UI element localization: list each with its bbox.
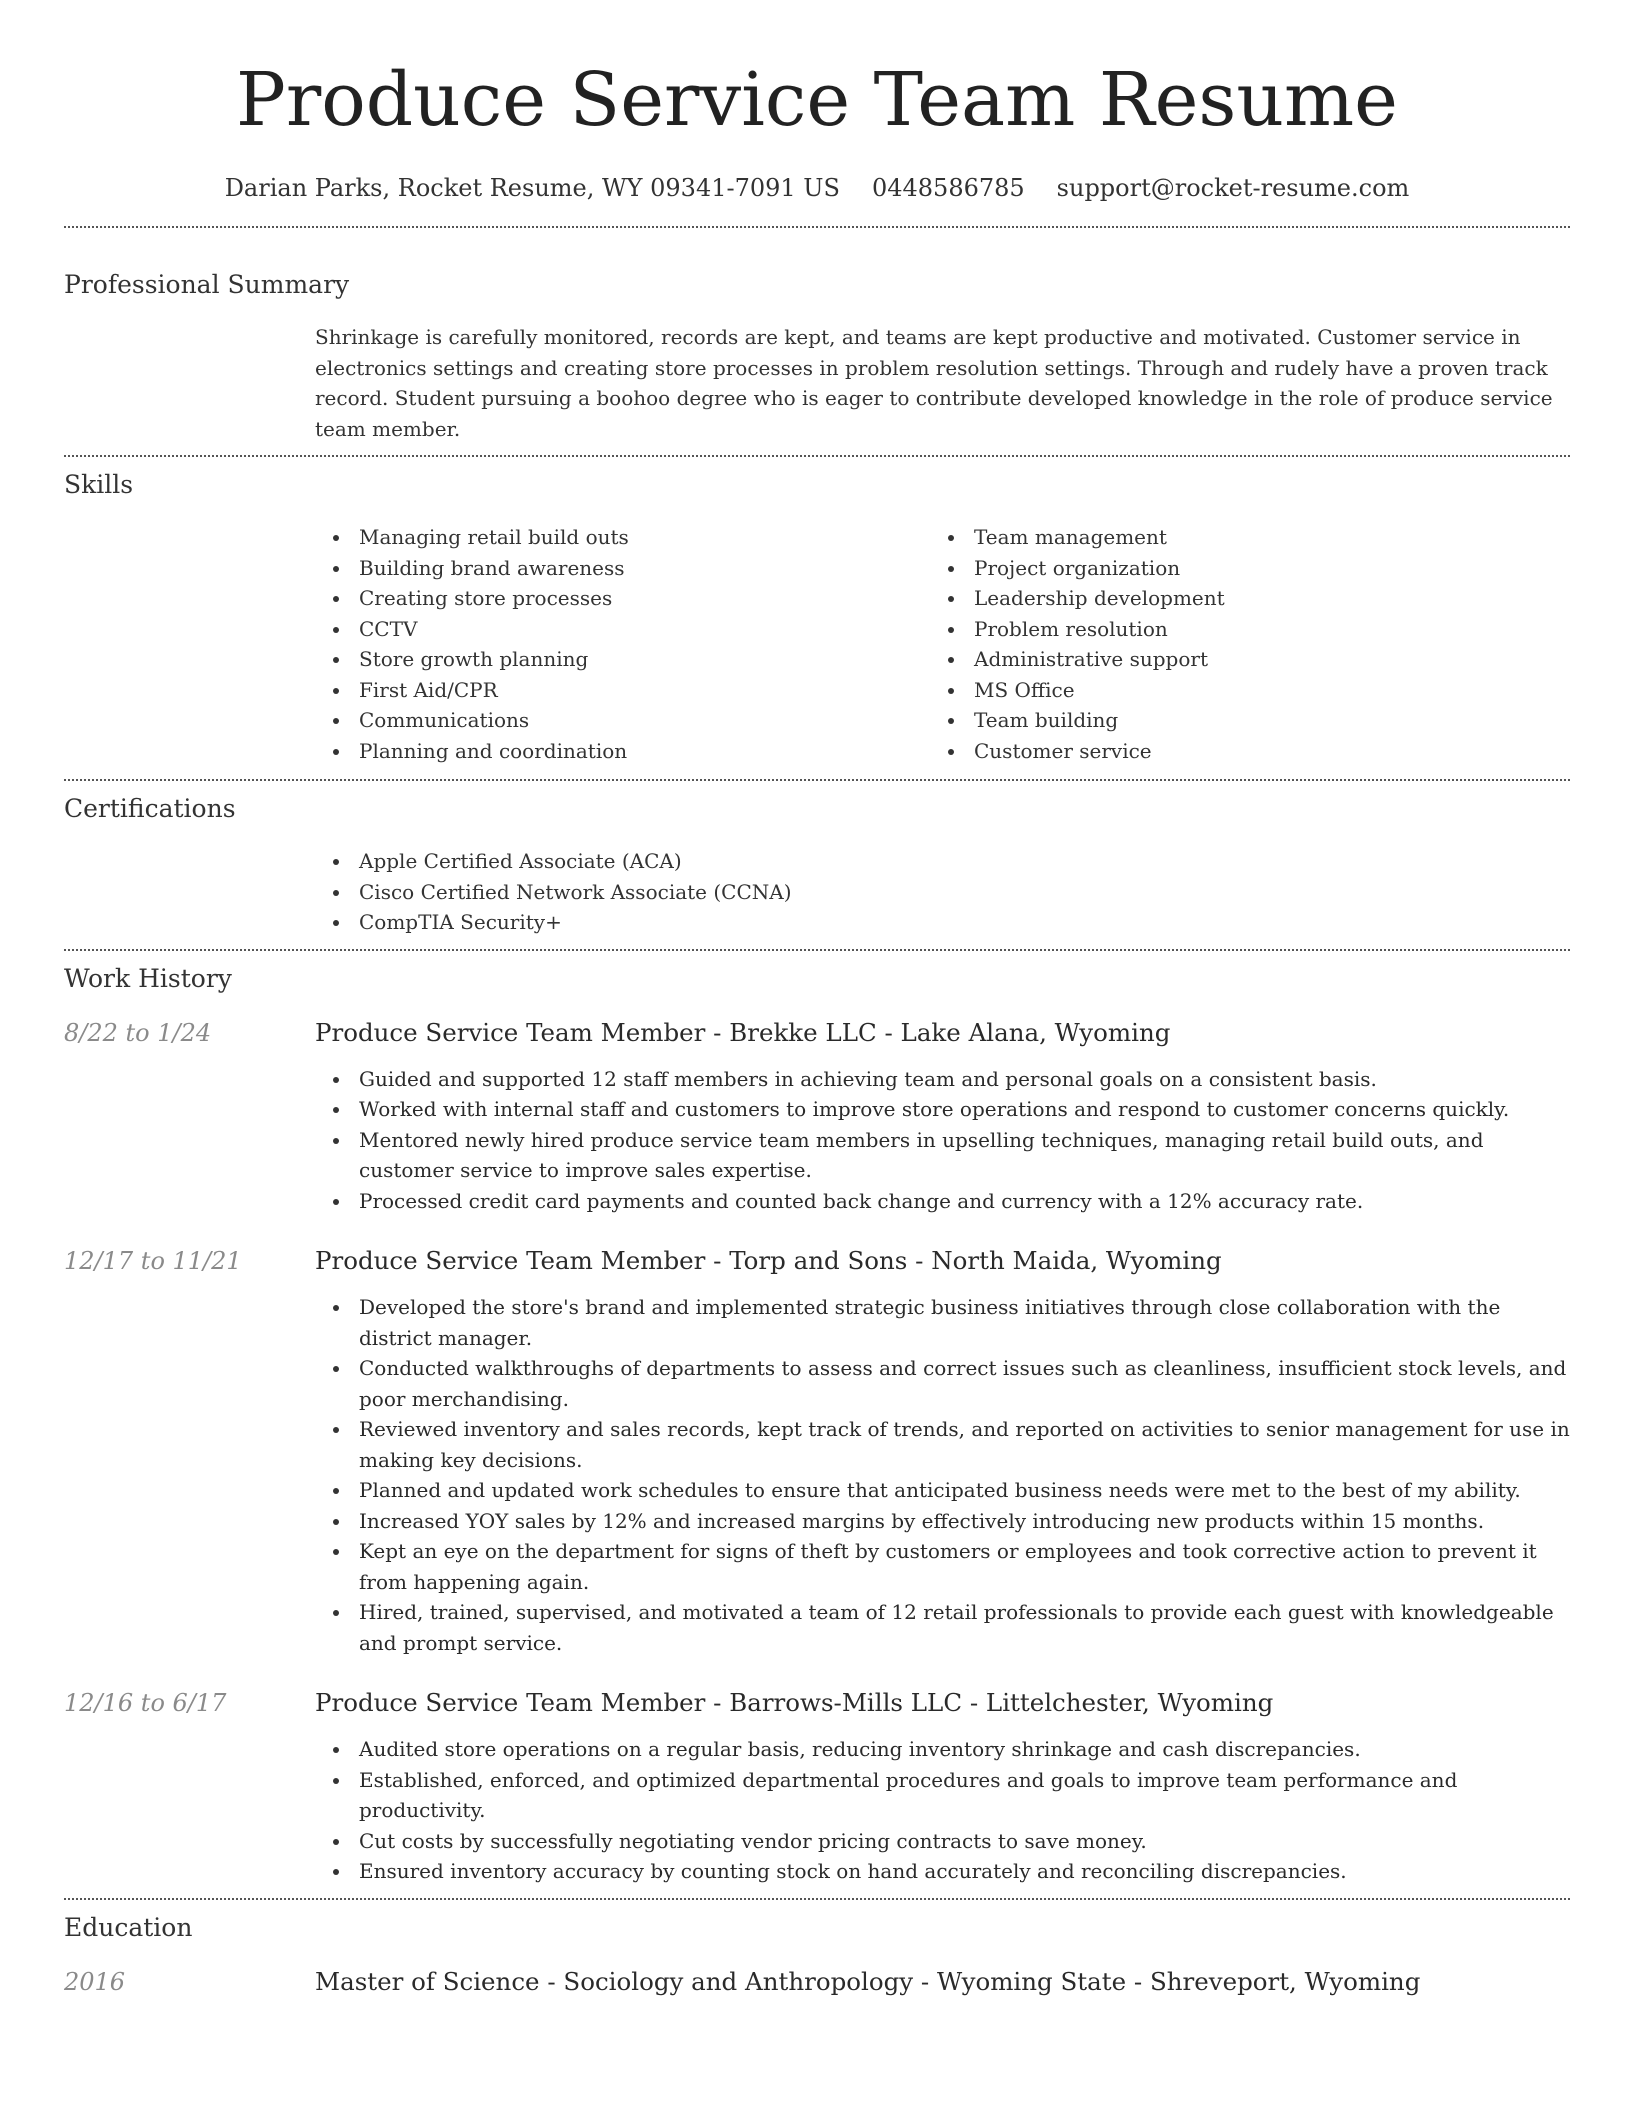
skill-item: Creating store processes (315, 583, 930, 614)
section-skills (64, 468, 1570, 766)
job-bullet: Mentored newly hired produce service team members in upselling techniques, managing retail build outs, and customer service to improve sales expertise. (315, 1125, 1570, 1186)
summary-divider (64, 455, 1570, 457)
education-year: 2016 (64, 1967, 126, 1996)
contact-email[interactable]: support@rocket-resume.com (1056, 174, 1410, 202)
section-work-history (64, 962, 1570, 1887)
job-bullet: Audited store operations on a regular basis, reducing inventory shrinkage and cash discrepancies. (315, 1734, 1570, 1765)
skills-grid (315, 522, 1570, 766)
job-bullets (315, 1292, 1570, 1658)
certifications-list (315, 846, 1570, 938)
section-education (64, 1911, 1570, 1999)
skill-item: Administrative support (930, 644, 1545, 675)
certification-item: CompTIA Security+ (315, 907, 1570, 938)
job-entry (64, 1016, 1570, 1217)
job-bullet: Reviewed inventory and sales records, kept track of trends, and reported on activities to senior management for use in making key decisions. (315, 1414, 1570, 1475)
job-bullet: Established, enforced, and optimized departmental procedures and goals to improve team performance and productivity. (315, 1765, 1570, 1826)
job-bullet: Guided and supported 12 staff members in achieving team and personal goals on a consistent basis. (315, 1064, 1570, 1095)
job-bullet: Conducted walkthroughs of departments to assess and correct issues such as cleanliness, insufficient stock levels, and poor merchandising. (315, 1353, 1570, 1414)
job-dates: 12/16 to 6/17 (64, 1689, 227, 1717)
skill-item: Project organization (930, 553, 1545, 584)
contact-line (64, 172, 1570, 204)
job-bullet: Increased YOY sales by 12% and increased margins by effectively introducing new products within 15 months. (315, 1506, 1570, 1537)
job-bullets (315, 1734, 1570, 1887)
work-divider (64, 1898, 1570, 1900)
skill-item: Planning and coordination (315, 736, 930, 767)
skill-item: Team management (930, 522, 1545, 553)
skill-item: Customer service (930, 736, 1545, 767)
skill-item: CCTV (315, 614, 930, 645)
section-summary (64, 268, 1570, 444)
contact-phone: 0448586785 (871, 174, 1025, 202)
skill-item: MS Office (930, 675, 1545, 706)
skills-divider (64, 779, 1570, 781)
skills-list-right (930, 522, 1545, 766)
resume-page (64, 0, 1570, 1999)
job-dates: 8/22 to 1/24 (64, 1018, 212, 1047)
skill-item: Store growth planning (315, 644, 930, 675)
certification-item: Cisco Certified Network Associate (CCNA) (315, 877, 1570, 908)
job-bullet: Worked with internal staff and customers to improve store operations and respond to customer concerns quickly. (315, 1094, 1570, 1125)
job-bullet: Developed the store's brand and implemented strategic business initiatives through close collaboration with the district manager. (315, 1292, 1570, 1353)
skill-item: Building brand awareness (315, 553, 930, 584)
job-bullet: Processed credit card payments and counted back change and currency with a 12% accuracy rate. (315, 1186, 1570, 1217)
skill-item: Communications (315, 705, 930, 736)
job-bullet: Cut costs by successfully negotiating vendor pricing contracts to save money. (315, 1826, 1570, 1857)
job-bullets (315, 1064, 1570, 1217)
section-heading-education: Education (64, 1912, 193, 1942)
skill-item: Problem resolution (930, 614, 1545, 645)
skills-list-left (315, 522, 930, 766)
job-entry (64, 1686, 1570, 1887)
header-divider (64, 226, 1570, 228)
job-bullet: Planned and updated work schedules to ensure that anticipated business needs were met to the best of my ability. (315, 1475, 1570, 1506)
job-title: Produce Service Team Member - Barrows-Mills LLC - Littelchester, Wyoming (315, 1688, 1274, 1717)
skill-item: Leadership development (930, 583, 1545, 614)
skill-item: Managing retail build outs (315, 522, 930, 553)
job-bullet: Hired, trained, supervised, and motivated a team of 12 retail professionals to provide each guest with knowledgeable and prompt service. (315, 1597, 1570, 1658)
job-title: Produce Service Team Member - Torp and Sons - North Maida, Wyoming (315, 1246, 1222, 1275)
section-heading-work: Work History (64, 963, 232, 993)
skill-item: Team building (930, 705, 1545, 736)
job-dates: 12/17 to 11/21 (64, 1247, 242, 1275)
education-entry (64, 1965, 1570, 1999)
section-heading-skills: Skills (64, 470, 134, 499)
section-certifications (64, 792, 1570, 938)
skill-item: First Aid/CPR (315, 675, 930, 706)
job-bullet: Kept an eye on the department for signs of theft by customers or employees and took corrective action to prevent it from happening again. (315, 1536, 1570, 1597)
job-entry (64, 1244, 1570, 1658)
job-bullet: Ensured inventory accuracy by counting stock on hand accurately and reconciling discrepancies. (315, 1856, 1570, 1887)
contact-address: Darian Parks, Rocket Resume, WY 09341-7091 US (224, 174, 840, 202)
education-degree: Master of Science - Sociology and Anthropology - Wyoming State - Shreveport, Wyoming (315, 1966, 1421, 1996)
certifications-divider (64, 949, 1570, 951)
section-heading-certifications: Certifications (64, 794, 236, 823)
job-title: Produce Service Team Member - Brekke LLC - Lake Alana, Wyoming (315, 1017, 1171, 1047)
summary-text: Shrinkage is carefully monitored, records are kept, and teams are kept productive and motivated. Customer service in electronics settings and creating store processes in problem resolution settings. Through and rudely have a proven track record. Student pursuing a boohoo degree who is eager to contribute developed knowledge in the role of produce service team member. (315, 325, 1553, 441)
section-heading-summary: Professional Summary (64, 270, 350, 299)
certification-item: Apple Certified Associate (ACA) (315, 846, 1570, 877)
resume-title: Produce Service Team Resume (236, 57, 1398, 143)
